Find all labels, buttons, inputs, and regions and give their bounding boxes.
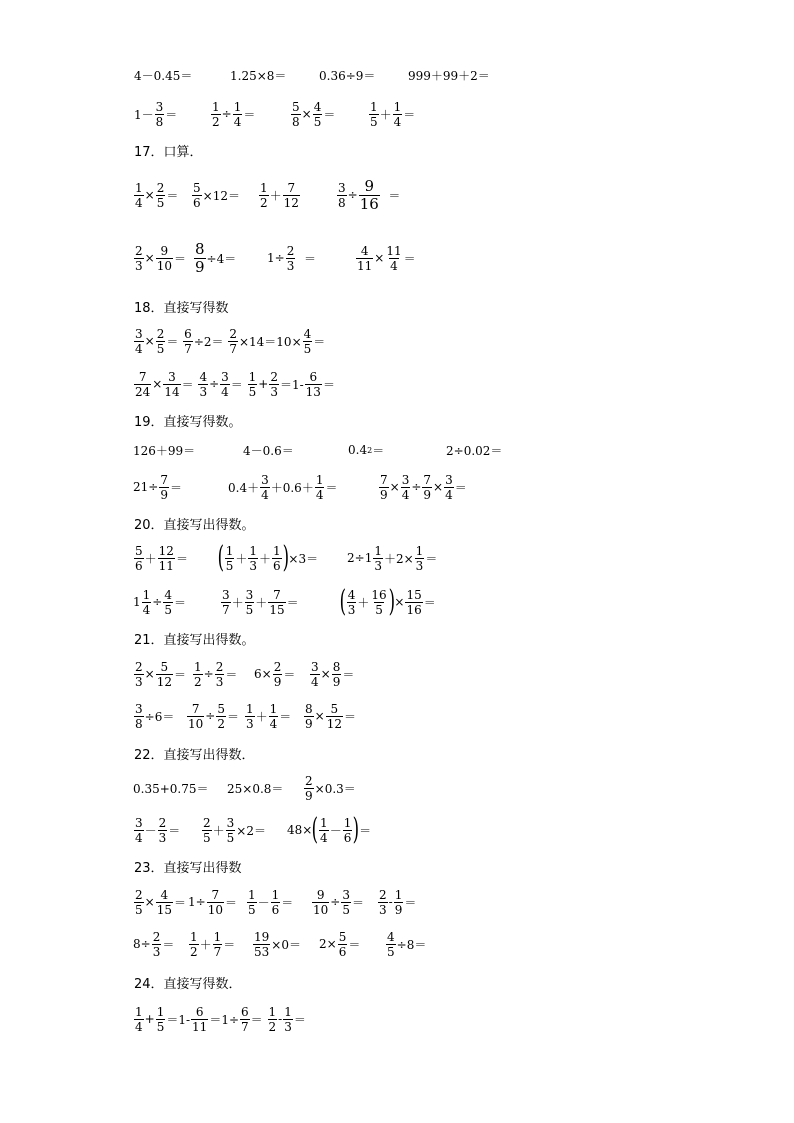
expression: $\frac{9}{10}$ ÷ $\frac{3}{5}$ ＝ <box>313 887 364 917</box>
exercise-row-2 <box>0 94 794 134</box>
expression: 1 $\frac{1}{4}$ ÷ $\frac{4}{5}$ ＝ <box>133 587 186 617</box>
question-21-title: 21．直接写出得数。 <box>134 633 255 648</box>
exercise-row-1 <box>0 55 794 95</box>
expression: 48× ( $\frac{1}{4}$ － $\frac{1}{6}$ ) ＝ <box>287 812 372 847</box>
expression: $\frac{7}{24}$ × $\frac{3}{14}$ ＝ $\frac{4}{3}$ ÷ $\frac{3}{4}$ ＝ $\frac{1}{5}$ + $\frac{2}{3}$ ＝1- $\frac{6}{13}$ ＝ <box>135 369 335 399</box>
question-22-title: 22．直接写出得数． <box>134 748 255 763</box>
expression: $\frac{19}{53}$ ×0＝ <box>254 929 301 959</box>
exercise-row-17b <box>0 238 794 278</box>
equals-sign: ＝ <box>372 443 385 458</box>
expression: $\frac{3}{4}$ × $\frac{2}{5}$ ＝ $\frac{6}{7}$ ÷2＝ $\frac{2}{7}$ ×14＝10× $\frac{4}{5}$ ＝ <box>135 326 326 356</box>
expression: $\frac{2}{3}$ × $\frac{9}{10}$ ＝ <box>135 243 186 273</box>
expression: $\frac{1}{2}$ ＋ $\frac{1}{7}$ ＝ <box>190 929 236 959</box>
expression: 0.35+0.75＝ <box>133 781 209 796</box>
exercise-row-18b <box>0 364 794 404</box>
expression: $\frac{1}{5}$ ＋ $\frac{1}{4}$ ＝ <box>370 99 416 129</box>
expression: $\frac{8}{9}$ × $\frac{5}{12}$ ＝ <box>305 701 356 731</box>
exercise-row-23b <box>0 924 794 964</box>
expression: 1÷ $\frac{2}{3}$ ＝ <box>267 243 316 273</box>
expression: 6× $\frac{2}{9}$ ＝ <box>254 659 296 689</box>
expression: ( $\frac{4}{3}$ ＋ $\frac{16}{5}$ ) × $\frac{15}{16}$ ＝ <box>339 584 436 619</box>
expression: $\frac{5}{6}$ ＋ $\frac{12}{11}$ ＝ <box>135 543 188 573</box>
expression: 0.36÷9＝ <box>319 68 376 83</box>
expression: $\frac{1}{2}$ ÷ $\frac{1}{4}$ ＝ <box>212 99 256 129</box>
exercise-row-24 <box>0 999 794 1039</box>
exercise-row-19a <box>0 430 794 470</box>
expression: $\frac{3}{7}$ ＋ $\frac{3}{5}$ ＋ $\frac{7}{15}$ ＝ <box>222 587 299 617</box>
expression: $\frac{5}{6}$ ×12＝ <box>193 180 240 210</box>
expression: $\frac{2}{3}$ × $\frac{5}{12}$ ＝ <box>135 659 186 689</box>
expression: 8÷ $\frac{2}{3}$ ＝ <box>133 929 175 959</box>
exercise-row-21b <box>0 696 794 736</box>
expression: 1.25×8＝ <box>230 68 287 83</box>
exercise-row-21a <box>0 654 794 694</box>
expression: $\frac{2}{5}$ × $\frac{4}{15}$ ＝ <box>135 887 186 917</box>
expression-tail: ×0.3＝ <box>314 781 356 796</box>
exercise-row-22a <box>0 768 794 808</box>
expression: $\frac{3}{4}$ × $\frac{8}{9}$ ＝ <box>311 659 355 689</box>
expression: $\frac{3}{8}$ ÷ $\frac{9}{16}$ ＝ <box>338 176 401 213</box>
base: 0.4 <box>348 443 368 457</box>
expression: $\frac{5}{8}$ × $\frac{4}{5}$ ＝ <box>292 99 336 129</box>
expression: 0.4＋ $\frac{3}{4}$ ＋0.6＋ $\frac{1}{4}$ ＝ <box>228 472 338 502</box>
exercise-row-22b <box>0 810 794 850</box>
question-19-title: 19．直接写得数。 <box>134 415 242 430</box>
expression: $\frac{1}{2}$ ÷ $\frac{2}{3}$ ＝ <box>194 659 238 689</box>
expression: 25×0.8＝ <box>227 781 284 796</box>
exercise-row-20b <box>0 582 794 622</box>
expression: 1÷ $\frac{7}{10}$ ＝ <box>188 887 237 917</box>
question-18-title: 18．直接写得数 <box>134 301 229 316</box>
expression: $\frac{3}{8}$ ÷6＝ <box>135 701 175 731</box>
expression: $\frac{2}{3}$ - $\frac{1}{9}$ ＝ <box>379 887 417 917</box>
expression: 999＋99＋2＝ <box>408 68 490 83</box>
expression: 2× $\frac{5}{6}$ ＝ <box>319 929 361 959</box>
exercise-row-17a <box>0 175 794 215</box>
expression: 1－ $\frac{3}{8}$ ＝ <box>134 99 178 129</box>
expression: $\frac{3}{4}$ － $\frac{2}{3}$ ＝ <box>135 815 181 845</box>
expression: $\frac{1}{3}$ ＋ $\frac{1}{4}$ ＝ <box>246 701 292 731</box>
expression: $\frac{7}{10}$ ÷ $\frac{5}{2}$ ＝ <box>188 701 239 731</box>
expression: $\frac{4}{5}$ ÷8＝ <box>387 929 427 959</box>
expression: $\frac{7}{9}$ × $\frac{3}{4}$ ÷ $\frac{7}{9}$ × $\frac{3}{4}$ ＝ <box>380 472 467 502</box>
expression: ( $\frac{1}{5}$ ＋ $\frac{1}{3}$ ＋ $\frac{1}{6}$ ) ×3＝ <box>217 540 319 575</box>
exponent: 2 <box>367 445 373 455</box>
expression: $\frac{1}{4}$ × $\frac{2}{5}$ ＝ <box>135 180 179 210</box>
question-17-title: 17．口算． <box>134 145 203 160</box>
expression: 2÷0.02＝ <box>446 443 503 458</box>
exercise-row-23a <box>0 882 794 922</box>
expression: $\frac{2}{9}$ ×0.3＝ <box>305 773 356 803</box>
expression: 2÷1 $\frac{1}{3}$ ＋2× $\frac{1}{3}$ ＝ <box>347 543 438 573</box>
question-20-title: 20．直接写出得数。 <box>134 518 255 533</box>
exercise-row-20a <box>0 538 794 578</box>
expression <box>348 430 384 470</box>
expression: 4－0.45＝ <box>134 68 193 83</box>
expression: 126＋99＝ <box>133 443 196 458</box>
expression: $\frac{2}{5}$ ＋ $\frac{3}{5}$ ×2＝ <box>203 815 266 845</box>
expression: 4－0.6＝ <box>243 443 294 458</box>
expression: 21÷ $\frac{7}{9}$ ＝ <box>133 472 182 502</box>
expression: $\frac{1}{5}$ － $\frac{1}{6}$ ＝ <box>248 887 294 917</box>
expression: $\frac{8}{9}$ ÷4＝ <box>195 239 237 276</box>
exercise-row-18a <box>0 321 794 361</box>
question-23-title: 23．直接写出得数 <box>134 861 242 876</box>
expression: $\frac{1}{4}$ + $\frac{1}{5}$ ＝1- $\frac{6}{11}$ ＝1÷ $\frac{6}{7}$ ＝ $\frac{1}{2}$ - $\frac{1}{3}$ ＝ <box>135 1004 306 1034</box>
exercise-row-19b <box>0 467 794 507</box>
expression: $\frac{1}{2}$ ＋ $\frac{7}{12}$ <box>260 180 299 210</box>
question-24-title: 24．直接写得数． <box>134 977 242 992</box>
expression: $\frac{4}{11}$ × $\frac{11}{4}$ ＝ <box>357 243 416 273</box>
